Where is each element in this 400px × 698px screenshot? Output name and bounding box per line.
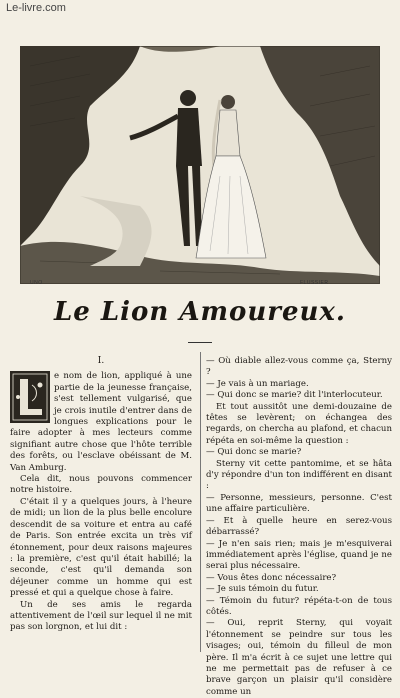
site-watermark: Le-livre.com [6,2,66,14]
story-title: Le Lion Amoureux. [54,297,346,327]
right-paragraph: — Et à quelle heure en serez-vous débarrassé? [206,515,392,538]
left-paragraph: Cela dit, nous pouvons commencer notre histoire. [10,474,192,496]
section-number: I. [97,356,105,366]
title-rule [188,342,212,343]
right-paragraph: — Personne, messieurs, personne. C'est une affaire particulière. [206,492,392,515]
left-paragraph: Un de ses amis le regarda attentivement de l'œil sur lequel il ne mit pas son lorgnon, et lui dit : [10,599,192,633]
right-paragraph: Sterny vit cette pantomime, et se hâta d'y répondre d'un ton indifférent en disant : [206,458,392,492]
right-paragraph: — Je n'en sais rien; mais je m'esquiverai immédiatement après l'église, quand je ne serai plus nécessaire. [206,538,392,572]
left-paragraph: e nom de lion, appliqué à une partie de la jeunesse française, s'est tellement vulgarisé, que je crois inutile d'entrer dans de longues explications pour le faire adopter à mes lecteurs comme signifiant autre chose que l'hôte terrible des forêts, ou l'esclave obéissant de M. Van Amburg. [10,371,192,473]
right-paragraph: — Je suis témoin du futur. [206,584,319,595]
right-paragraph: — Où diable allez-vous comme ça, Sterny ? [206,356,392,378]
right-paragraph: — Vous êtes donc nécessaire? [206,572,337,583]
column-divider [200,352,201,652]
right-paragraph: — Oui, reprit Sterny, qui voyait l'étonnement se peindre sur tous les visages; oui, témoin du filleul de mon père. Il m'a écrit à ce sujet une lettre qui ne me permettait pas de refuser à ce brave garçon un plaisir qu'il considère comme un [206,618,392,697]
left-text-column [10,356,192,634]
right-paragraph: — Qui donc se marie? dit l'interlocuteur. [206,390,383,401]
right-paragraph: — Témoin du futur? répéta-t-on de tous côtés. [206,595,392,617]
ornate-dropcap-l-icon [10,371,50,423]
right-paragraph: Et tout aussitôt une demi-douzaine de têtes se levèrent; on échangea des regards, on chercha au plafond, et chacun répéta en soi-même la question : [206,401,392,446]
engraver-signature-left: UNO [30,280,43,286]
right-paragraph: — Qui donc se marie? [206,447,302,458]
right-text-column [206,356,392,698]
engraver-signature-right: FLUSSIER [300,280,329,286]
right-paragraph: — Je vais à un mariage. [206,378,309,389]
left-paragraph: C'était il y a quelques jours, à l'heure de midi; un lion de la plus belle encolure descendit de sa voiture et entra au café de Paris. Son entrée excita un très vif étonnement, pour deux raisons majeures : la première, c'est qu'il était habillé; la seconde, c'est qu'il demanda son déjeuner comme un homme qui est pressé et qui a quelque chose à faire. [10,496,192,599]
romantic-couple-engraving [20,46,380,284]
